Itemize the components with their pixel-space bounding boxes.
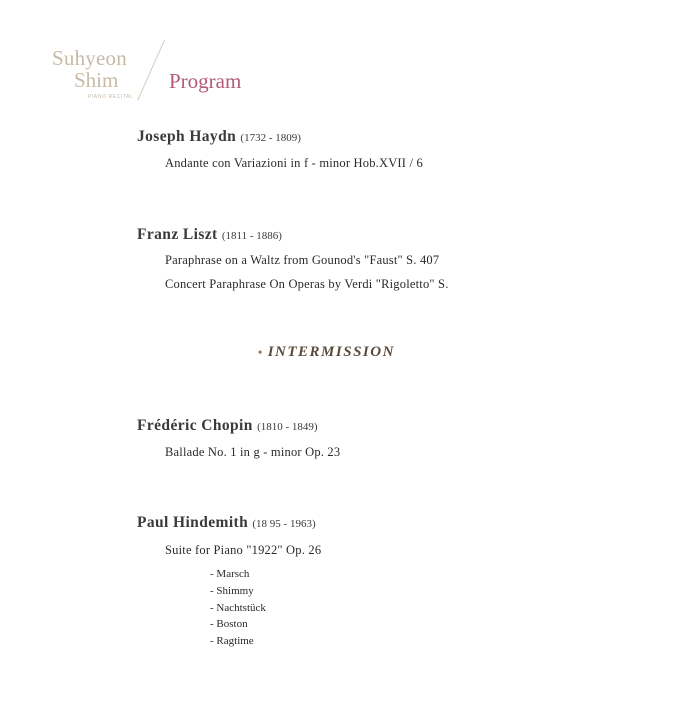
composer-dates: (1732 - 1809) — [240, 132, 301, 144]
piece-title: Concert Paraphrase On Operas by Verdi "Rigoletto" S. — [165, 277, 449, 291]
movement-item: - Shimmy — [210, 585, 254, 597]
movement-item: - Boston — [210, 618, 248, 630]
logo-name-last: Shim — [74, 68, 119, 92]
composer-name: Joseph Haydn — [137, 128, 237, 145]
composer-name: Frédéric Chopin — [137, 417, 253, 434]
intermission-label — [258, 344, 395, 361]
piece-title: Suite for Piano "1922" Op. 26 — [165, 543, 322, 557]
piece-title: Andante con Variazioni in f - minor Hob.XVII / 6 — [165, 156, 423, 170]
composer-heading — [137, 226, 282, 244]
bullet-icon: • — [258, 345, 264, 359]
movement-item: - Nachtstück — [210, 602, 266, 614]
intermission-text: INTERMISSION — [267, 344, 395, 360]
composer-heading — [137, 514, 316, 532]
composer-name: Franz Liszt — [137, 226, 218, 243]
logo-subtitle: PIANO RECITAL — [88, 94, 134, 100]
piece-title: Paraphrase on a Waltz from Gounod's "Faust" S. 407 — [165, 253, 440, 267]
logo-divider — [137, 40, 165, 101]
composer-dates: (1810 - 1849) — [257, 421, 318, 433]
festival-logo — [52, 40, 272, 110]
logo-name-first: Suhyeon — [52, 46, 127, 70]
composer-heading — [137, 128, 301, 146]
page-title: Program — [169, 69, 242, 93]
movement-item: - Marsch — [210, 568, 250, 580]
composer-dates: (18 95 - 1963) — [252, 518, 316, 530]
composer-heading — [137, 417, 318, 435]
composer-name: Paul Hindemith — [137, 514, 249, 531]
composer-dates: (1811 - 1886) — [221, 230, 282, 242]
piece-title: Ballade No. 1 in g - minor Op. 23 — [165, 445, 341, 459]
movement-item: - Ragtime — [210, 635, 254, 647]
